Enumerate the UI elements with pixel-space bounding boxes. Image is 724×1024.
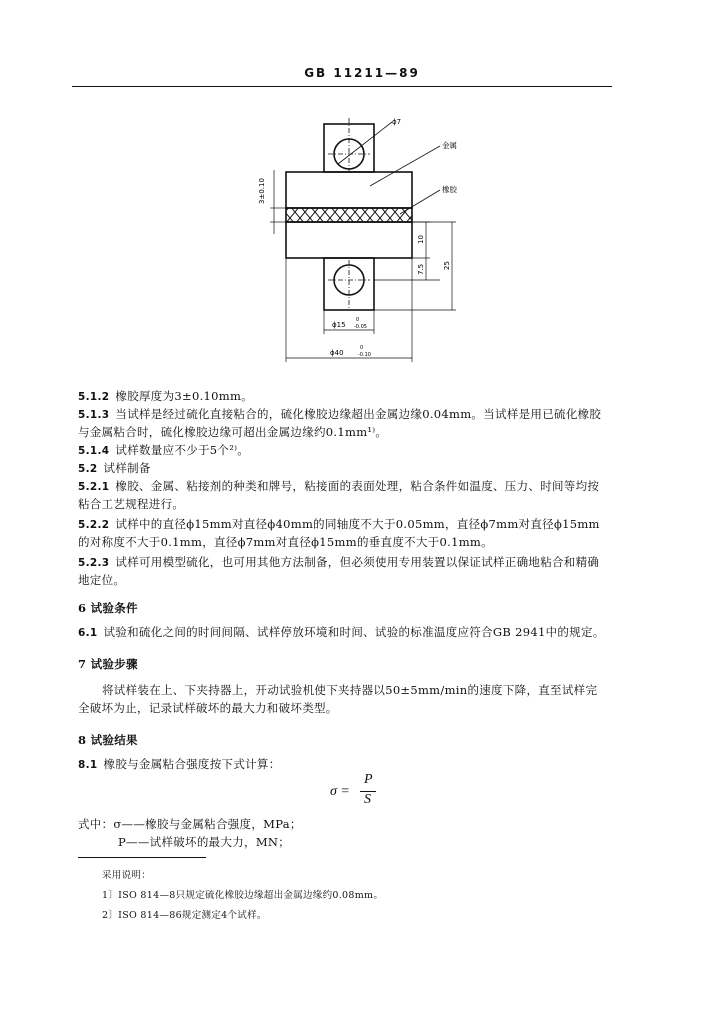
dim-d40-tol-bot: -0.10	[358, 352, 371, 358]
section-7-text-cont: 全破坏为止，记录试样破坏的最大力和破坏类型。	[78, 701, 338, 715]
clause-5-2-3: 5.2.3 试样可用模型硫化，也可用其他方法制备，但必须使用专用装置以保证试样正确地粘合和精确	[78, 555, 600, 569]
rubber-layer	[286, 208, 412, 222]
clause-5-2: 5.2 试样制备	[78, 461, 151, 475]
standard-number-header: GB 11211—89	[304, 66, 420, 80]
clause-8-1: 8.1 橡胶与金属粘合强度按下式计算：	[78, 757, 281, 771]
dim-10: 10	[417, 235, 425, 244]
clause-5-2-3-cont: 地定位。	[78, 573, 126, 587]
clause-5-2-2: 5.2.2 试样中的直径ϕ15mm对直径ϕ40mm的同轴度不大于0.05mm，直径ϕ7mm对直径ϕ15mm	[78, 517, 600, 531]
formula-denominator: S	[364, 792, 371, 807]
section-8-title: 8 试验结果	[78, 733, 138, 747]
where-line-1: 式中：σ——橡胶与金属粘合强度，MPa；	[78, 817, 302, 831]
footnote-title: 采用说明：	[102, 870, 152, 881]
footnote-2: 2〕ISO 814—86规定测定4个试样。	[102, 910, 267, 921]
clause-5-1-4: 5.1.4 试样数量应不少于5个²⁾。	[78, 443, 250, 457]
section-7-title: 7 试验步骤	[78, 657, 138, 671]
thickness-dim: 3±0.10	[258, 178, 266, 204]
where-line-2: P——试样破坏的最大力，MN；	[118, 835, 291, 849]
clause-5-2-1-cont: 粘合工艺规程进行。	[78, 497, 185, 511]
formula-lhs: σ =	[330, 784, 350, 799]
section-6-title: 6 试验条件	[78, 601, 138, 615]
clause-6-1: 6.1 试验和硫化之间的时间间隔、试样停放环境和时间、试验的标准温度应符合GB 2941中的规定。	[78, 625, 605, 639]
footnote-1: 1〕ISO 814—8只规定硫化橡胶边缘超出金属边缘约0.08mm。	[102, 890, 384, 901]
rubber-label: 橡胶	[442, 185, 457, 194]
clause-5-2-1: 5.2.1 橡胶、金属、粘接剂的种类和牌号，粘接面的表面处理，粘合条件如温度、压力、时间等均按	[78, 479, 600, 493]
hole-dim-label: ϕ7	[392, 118, 402, 126]
specimen-figure	[240, 110, 480, 370]
clause-5-1-3-cont: 与金属粘合时，硫化橡胶边缘可超出金属边缘约0.1mm¹⁾。	[78, 425, 388, 439]
formula-numerator: P	[364, 772, 373, 787]
section-7-text: 将试样装在上、下夹持器上，开动试验机使下夹持器以50±5mm/min的速度下降，直至试样完	[102, 683, 598, 697]
upper-metal-block	[286, 172, 412, 208]
dim-d15-tol-bot: -0.05	[354, 324, 367, 330]
clause-5-1-3: 5.1.3 当试样是经过硫化直接粘合的，硫化橡胶边缘超出金属边缘0.04mm。当试样是用已硫化橡胶	[78, 407, 602, 421]
dim-d15: ϕ15	[332, 321, 346, 329]
lower-metal-block	[286, 222, 412, 258]
header-rule	[72, 86, 612, 87]
dim-d40: ϕ40	[330, 349, 344, 357]
clause-5-1-2: 5.1.2 橡胶厚度为3±0.10mm。	[78, 389, 253, 403]
dim-d15-tol-top: 0	[356, 317, 360, 323]
dim-25: 25	[443, 261, 451, 270]
footnote-rule	[78, 857, 206, 858]
strength-formula	[330, 772, 390, 812]
metal-label: 金属	[442, 141, 457, 150]
dim-d40-tol-top: 0	[360, 345, 364, 351]
dim-7-5: 7.5	[417, 263, 425, 275]
clause-5-2-2-cont: 的对称度不大于0.1mm，直径ϕ7mm对直径ϕ15mm的垂直度不大于0.1mm。	[78, 535, 493, 549]
